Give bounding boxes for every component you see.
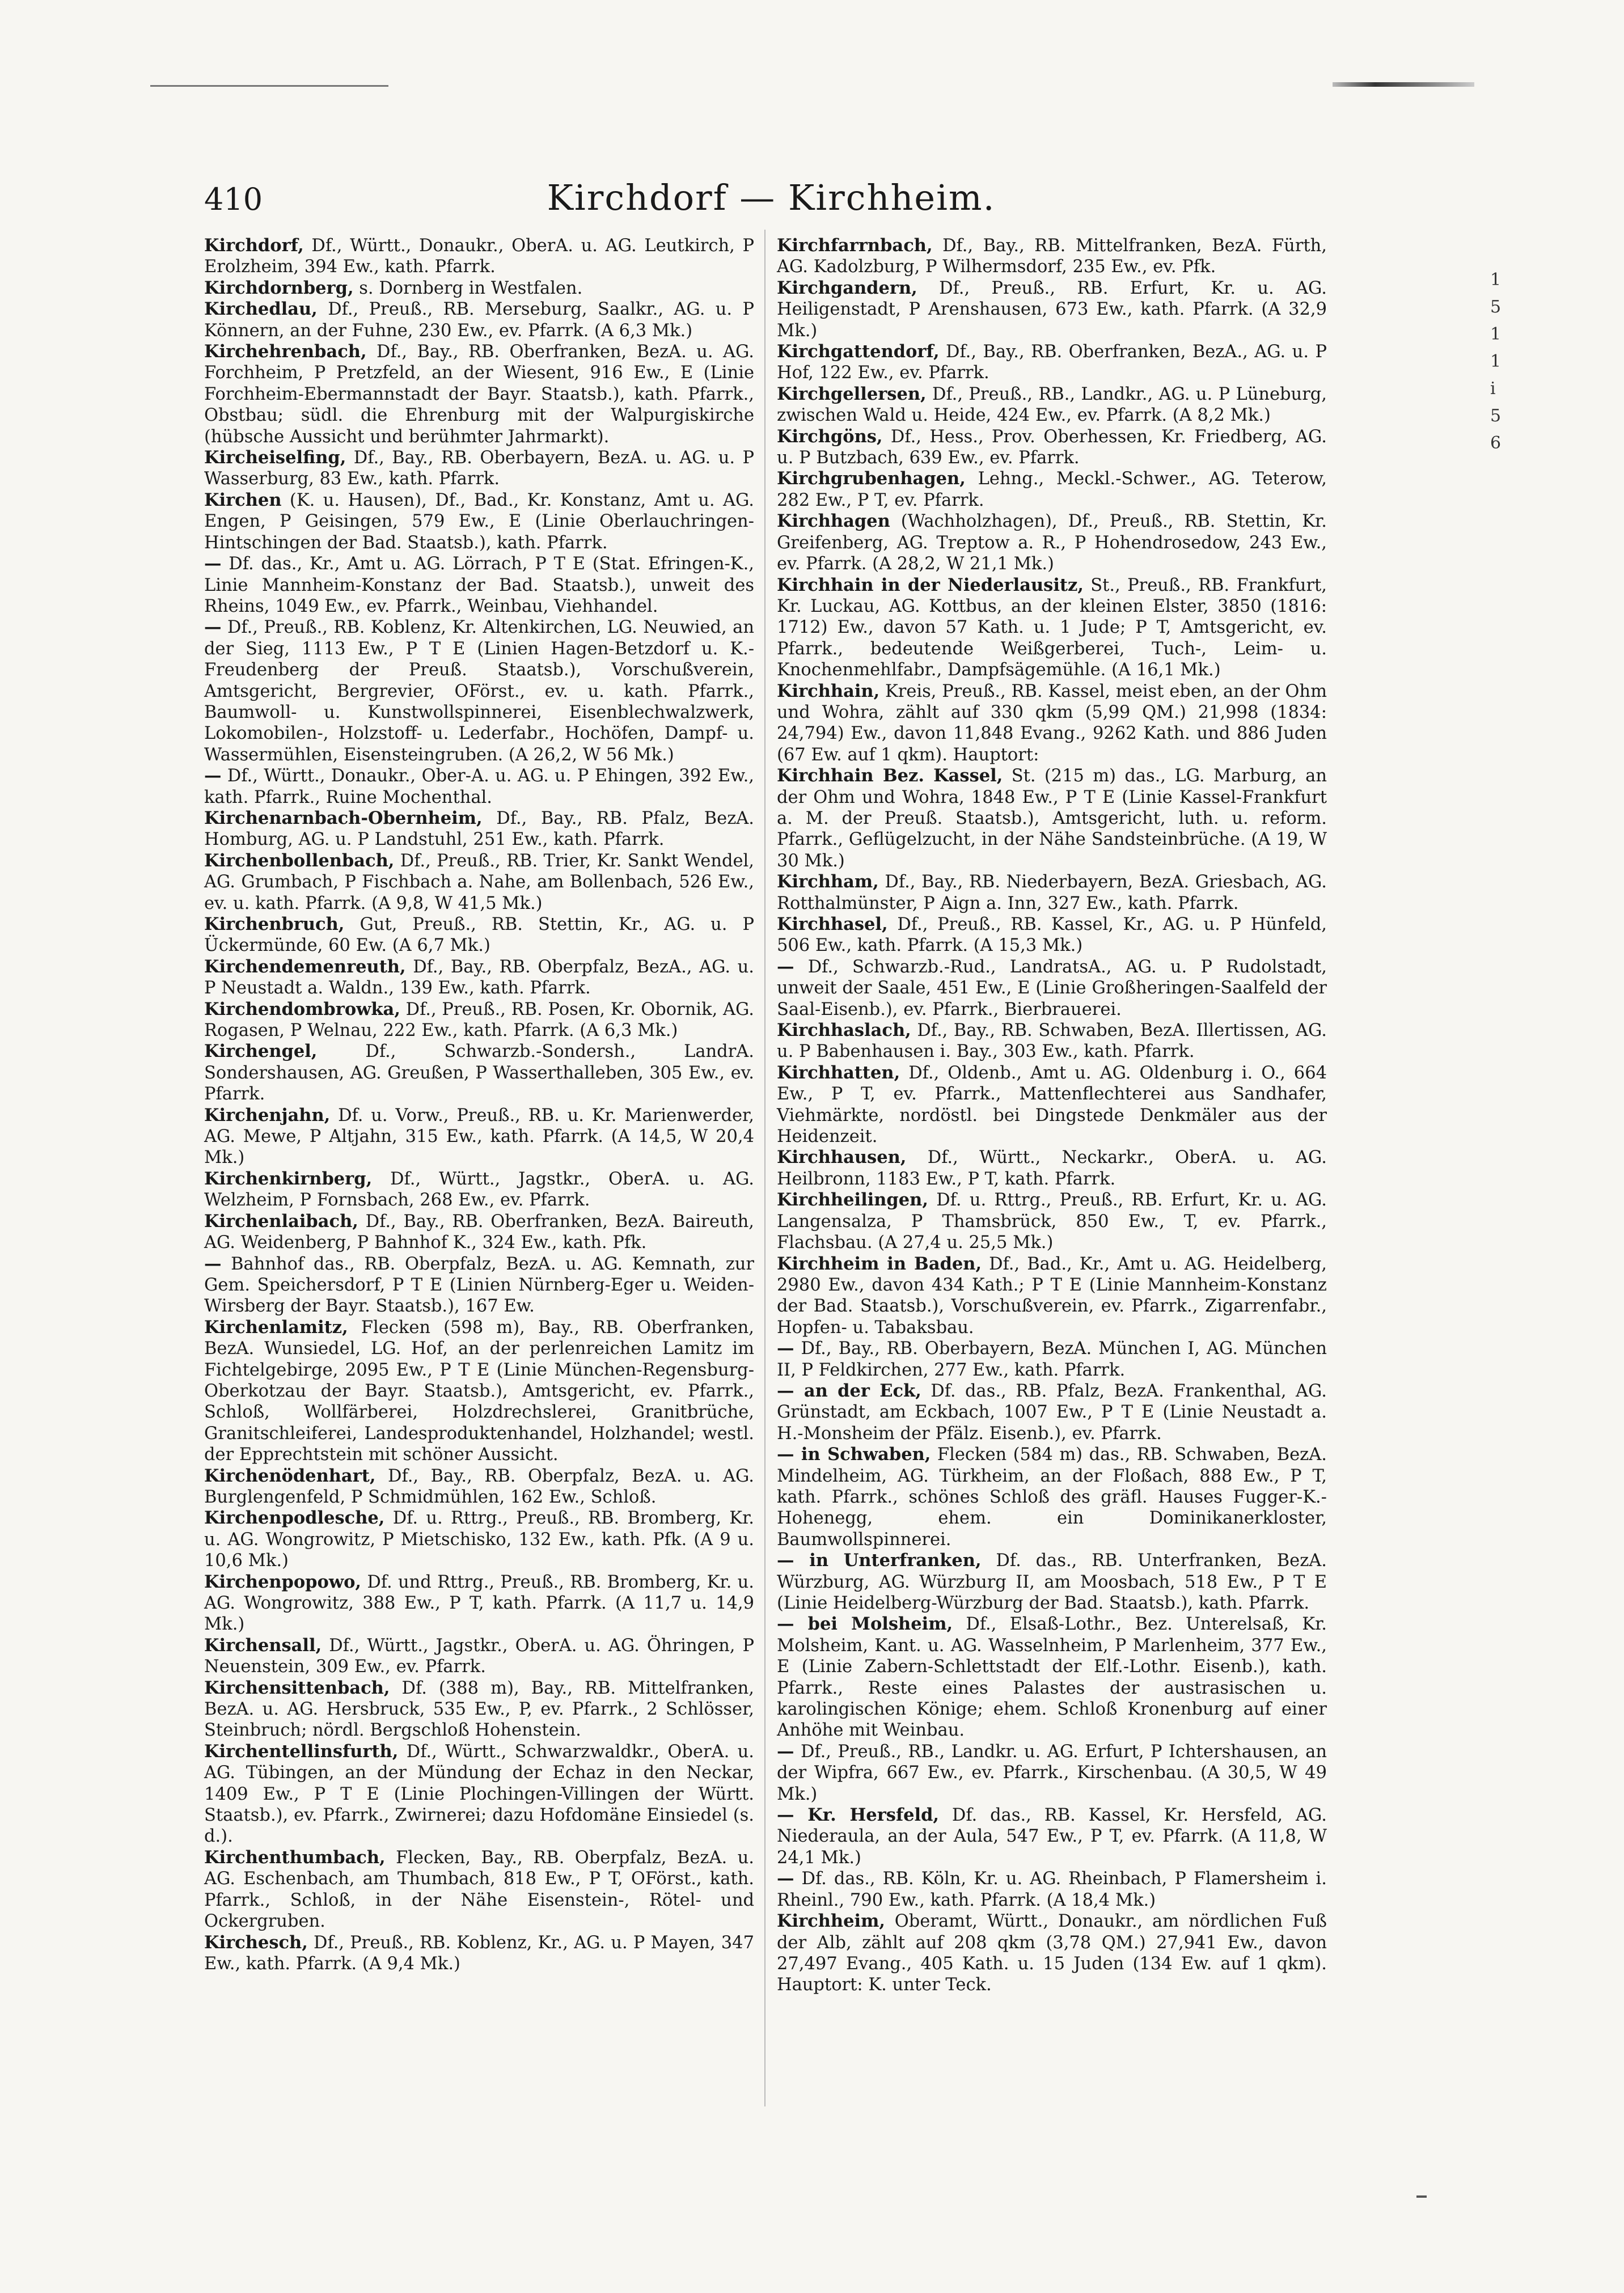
dictionary-entry <box>777 575 1327 681</box>
dictionary-entry <box>204 1211 754 1254</box>
dictionary-entry <box>777 468 1327 511</box>
dictionary-entry <box>777 1805 1327 1868</box>
bleed-through-marks: 1 5 1 1 i 5 6 <box>1490 270 1502 453</box>
entry-text: Oberamt, Württ., Donaukr., am nördlichen Fuß der Alb, zählt auf 208 qkm (3,78 QM.) 27,941 Ew., davon 27,497 Evang., 405 Kath. u. 15 Juden (134 Ew. auf 1 qkm). Hauptort: K. unter Teck. <box>777 1911 1327 1995</box>
dictionary-entry <box>204 553 754 617</box>
dictionary-entry <box>204 617 754 765</box>
entry-text: Df. u. Rttrg., Preuß., RB. Erfurt, Kr. u. AG. Langensalza, P Thamsbrück, 850 Ew., T, ev. Pfarrk., Flachsbau. (A 27,4 u. 25,5 Mk.) <box>777 1190 1327 1253</box>
dictionary-entry <box>777 235 1327 278</box>
dictionary-entry <box>204 1317 754 1466</box>
entry-headword: Kirchfarrnbach, <box>777 235 933 256</box>
entry-headword: — in Schwaben, <box>777 1444 931 1465</box>
entry-text: Df., Bay., RB. Niederbayern, BezA. Griesbach, AG. Rotthalmünster, P Aign a. Inn, 327 Ew., kath. Pfarrk. <box>777 872 1327 913</box>
entry-headword: Kirchendemenreuth, <box>204 956 406 977</box>
dictionary-entry <box>204 278 754 299</box>
dictionary-entry <box>204 1678 754 1741</box>
dictionary-entry <box>204 235 754 278</box>
dictionary-entry <box>204 1932 754 1975</box>
entry-text: St. (215 m) das., LG. Marburg, an der Ohm und Wohra, 1848 Ew., P T E (Linie Kassel-Frankfurt a. M. der Preuß. Staatsb.), Amtsgericht, luth. u. reform. Pfarrk., Geflügelzucht, in der Nähe Sandsteinbrüche. (A 19, W 30 Mk.) <box>777 766 1327 871</box>
entry-headword: Kircheiselfing, <box>204 447 346 468</box>
entry-headword: Kirchheim, <box>777 1911 885 1932</box>
entry-headword: — Kr. Hersfeld, <box>777 1805 940 1826</box>
entry-headword: Kirchhain Bez. Kassel, <box>777 765 1003 786</box>
dictionary-entry <box>204 1169 754 1211</box>
entry-headword: Kirchenbollenbach, <box>204 850 395 871</box>
entry-headword: Kirchensall, <box>204 1635 322 1656</box>
dictionary-entry <box>204 1105 754 1169</box>
dictionary-entry <box>204 851 754 914</box>
entry-headword: Kirchen <box>204 489 282 510</box>
entry-headword: Kirchdornberg, <box>204 277 354 298</box>
entry-text: s. Dornberg in Westfalen. <box>359 278 583 298</box>
entry-text: Df., Preuß., RB. Posen, Kr. Obornik, AG. Rogasen, P Welnau, 222 Ew., kath. Pfarrk. (A 6,3 Mk.) <box>204 999 754 1041</box>
entry-text: Df., Preuß., RB. Kassel, Kr., AG. u. P Hünfeld, 506 Ew., kath. Pfarrk. (A 15,3 Mk.) <box>777 915 1327 956</box>
entry-headword: Kirchhasel, <box>777 914 888 934</box>
dictionary-entry <box>777 765 1327 871</box>
entry-headword: — in Unterfranken, <box>777 1550 982 1571</box>
entry-text: Gut, Preuß., RB. Stettin, Kr., AG. u. P Ückermünde, 60 Ew. (A 6,7 Mk.) <box>204 915 755 956</box>
entry-text: Df. das., RB. Unterfranken, BezA. Würzburg, AG. Würzburg II, am Moosbach, 518 Ew., P T E (Linie Heidelberg-Würzburg der Bad. Staatsb.), kath. Pfarrk. <box>777 1551 1327 1613</box>
dictionary-entry <box>777 1381 1327 1444</box>
entry-text: Df., Bay., RB. Oberfranken, BezA. Baireuth, AG. Weidenberg, P Bahnhof K., 324 Ew., kath. Pfk. <box>204 1211 754 1253</box>
entry-headword: Kirchenlaibach, <box>204 1211 358 1232</box>
entry-text: Df., Elsaß-Lothr., Bez. Unterelsaß, Kr. Molsheim, Kant. u. AG. Wasselnheim, P Marlenheim, 377 Ew., E (Linie Zabern-Schlettstadt der Elf.-Lothr. Eisenb.), kath. Pfarrk., Reste eines Palastes der austrasischen u. karolingischen Könige; ehem. Schloß Kronenburg auf einer Anhöhe mit Weinbau. <box>777 1614 1327 1741</box>
entry-headword: Kirchgöns, <box>777 426 883 447</box>
dictionary-entry <box>777 1254 1327 1339</box>
entry-text: Df., Bay., RB. Pfalz, BezA. Homburg, AG. u. P Landstuhl, 251 Ew., kath. Pfarrk. <box>204 808 754 850</box>
entry-text: Df., Bad., Kr., Amt u. AG. Heidelberg, 2980 Ew., davon 434 Kath.; P T E (Linie Mannheim-Konstanz der Bad. Staatsb.), Vorschußverein, ev. Pfarrk., Zigarrenfabr., Hopfen- u. Tabaksbau. <box>777 1254 1327 1338</box>
dictionary-entry <box>204 1466 754 1508</box>
entry-headword: Kirchenkirnberg, <box>204 1168 373 1189</box>
dictionary-entry <box>204 914 754 957</box>
entry-text: Df., Württ., Jagstkr., OberA. u. AG. Öhringen, P Neuenstein, 309 Ew., ev. Pfarrk. <box>204 1635 755 1677</box>
dictionary-entry <box>777 384 1327 426</box>
entry-text: Df. das., Kr., Amt u. AG. Lörrach, P T E (Stat. Efringen-K., Linie Mannheim-Konstanz der Bad. Staatsb.), unweit des Rheins, 1049 Ew., ev. Pfarrk., Weinbau, Viehhandel. <box>204 554 754 616</box>
running-title: Kirchdorf — Kirchheim. <box>547 177 996 218</box>
dictionary-entry <box>777 1741 1327 1805</box>
dictionary-entry <box>204 1572 754 1635</box>
entry-text: Df. u. Vorw., Preuß., RB. u. Kr. Marienwerder, AG. Mewe, P Altjahn, 315 Ew., kath. Pfarrk. (A 14,5, W 20,4 Mk.) <box>204 1105 754 1168</box>
entry-headword: Kirchdorf, <box>204 235 304 256</box>
dictionary-entry <box>204 957 754 999</box>
dictionary-entry <box>777 914 1327 957</box>
dictionary-entry <box>777 341 1327 384</box>
entry-text: Df., Bay., RB. Schwaben, BezA. Illertissen, AG. u. P Babenhausen i. Bay., 303 Ew., kath. Pfarrk. <box>777 1021 1327 1062</box>
dictionary-entry <box>204 1847 754 1932</box>
entry-text: Df., Bay., RB. Oberpfalz, BezA., AG. u. P Neustadt a. Waldn., 139 Ew., kath. Pfarrk. <box>204 957 754 999</box>
entry-headword: — <box>777 1868 794 1889</box>
entry-text: Df., Württ., Schwarzwaldkr., OberA. u. AG. Tübingen, an der Mündung der Echaz in den Neckar, 1409 Ew., P T E (Linie Plochingen-Villingen der Württ. Staatsb.), ev. Pfarrk., Zwirnerei; dazu Hofdomäne Einsiedel (s. d.). <box>204 1741 754 1847</box>
entry-text: Flecken, Bay., RB. Oberpfalz, BezA. u. AG. Eschenbach, am Thumbach, 818 Ew., P T, OFörst., kath. Pfarrk., Schloß, in der Nähe Eisenstein-, Rötel- und Ockergruben. <box>204 1847 754 1932</box>
entry-text: Kreis, Preuß., RB. Kassel, meist eben, an der Ohm und Wohra, zählt auf 330 qkm (5,99 QM.) 21,998 (1834: 24,794) Ew., davon 11,848 Evang., 9262 Kath. und 886 Juden (67 Ew. auf 1 qkm). Hauptort: <box>777 681 1327 765</box>
entry-text: Df., Württ., Donaukr., Ober-A. u. AG. u. P Ehingen, 392 Ew., kath. Pfarrk., Ruine Mochenthal. <box>204 766 754 807</box>
entry-text: Df., Bay., RB. Oberpfalz, BezA. u. AG. Burglengenfeld, P Schmidmühlen, 162 Ew., Schloß. <box>204 1466 754 1507</box>
entry-headword: Kirchhausen, <box>777 1147 907 1168</box>
column-divider <box>764 230 766 2106</box>
entry-headword: — <box>204 617 222 638</box>
entry-headword: Kirchenjahn, <box>204 1105 331 1126</box>
dictionary-entry <box>777 1020 1327 1063</box>
dictionary-entry <box>204 1041 754 1105</box>
entry-headword: Kirchhaslach, <box>777 1020 911 1041</box>
entry-headword: Kirchenödenhart, <box>204 1465 376 1486</box>
entry-text: Df., Preuß., RB. Trier, Kr. Sankt Wendel, AG. Grumbach, P Fischbach a. Nahe, am Bollenbach, 526 Ew., ev. u. kath. Pfarrk. (A 9,8, W 41,5 Mk.) <box>204 851 755 913</box>
entry-headword: Kirchenthumbach, <box>204 1847 386 1868</box>
entry-headword: Kirchengel, <box>204 1041 318 1062</box>
entry-headword: Kirchham, <box>777 871 879 892</box>
entry-headword: Kirchenlamitz, <box>204 1317 348 1338</box>
entry-text: Df., Bay., RB. Mittelfranken, BezA. Fürth, AG. Kadolzburg, P Wilhermsdorf, 235 Ew., ev. Pfk. <box>777 236 1327 277</box>
entry-text: Df., Preuß., RB. Koblenz, Kr., AG. u. P Mayen, 347 Ew., kath. Pfarrk. (A 9,4 Mk.) <box>204 1932 754 1974</box>
entry-text: Df., Schwarzb.-Sondersh., LandrA. Sondershausen, AG. Greußen, P Wasserthalleben, 305 Ew., ev. Pfarrk. <box>204 1042 754 1105</box>
entry-text: Df., Preuß., RB. Merseburg, Saalkr., AG. u. P Könnern, an der Fuhne, 230 Ew., ev. Pfarrk. (A 6,3 Mk.) <box>204 299 755 341</box>
entry-headword: Kirchesch, <box>204 1932 308 1953</box>
dictionary-entry <box>777 511 1327 574</box>
entry-headword: — an der Eck, <box>777 1380 921 1401</box>
entry-text: Df., Württ., Neckarkr., OberA. u. AG. Heilbronn, 1183 Ew., P T, kath. Pfarrk. <box>777 1148 1327 1189</box>
entry-text: Df. das., RB. Pfalz, BezA. Frankenthal, AG. Grünstadt, am Eckbach, 1007 Ew., P T E (Linie Neustadt a. H.-Monsheim der Pfälz. Eisenb.), ev. Pfarrk. <box>777 1381 1327 1444</box>
right-column <box>777 235 1327 1996</box>
entry-headword: Kirchenbruch, <box>204 914 345 934</box>
entry-headword: Kirchhagen <box>777 511 890 532</box>
entry-headword: — <box>777 1741 794 1762</box>
bottom-dash-mark <box>1416 2195 1427 2198</box>
entry-text: Df., Preuß., RB. Koblenz, Kr. Altenkirchen, LG. Neuwied, an der Sieg, 1113 Ew., P T E (Linien Hagen-Betzdorf u. K.-Freudenberg der Preuß. Staatsb.), Vorschußverein, Amtsgericht, Bergrevier, OFörst., ev. u. kath. Pfarrk., Baumwoll- u. Kunstwollspinnerei, Eisenblechwalzwerk, Lokomobilen-, Holzstoff- u. Lederfabr., Hochöfen, Dampf- u. Wassermühlen, Eisensteingruben. (A 26,2, W 56 Mk.) <box>204 617 754 765</box>
entry-text: (K. u. Hausen), Df., Bad., Kr. Konstanz, Amt u. AG. Engen, P Geisingen, 579 Ew., E (Linie Oberlauchringen-Hintschingen der Bad. Staatsb.), kath. Pfarrk. <box>204 490 754 553</box>
entry-headword: — <box>777 1338 794 1359</box>
entry-text: Df. das., RB. Köln, Kr. u. AG. Rheinbach, P Flamersheim i. Rheinl., 790 Ew., kath. Pfarrk. (A 18,4 Mk.) <box>777 1869 1327 1910</box>
dictionary-entry <box>204 447 754 490</box>
dictionary-entry <box>204 999 754 1042</box>
entry-headword: Kirchgattendorf, <box>777 341 940 362</box>
dictionary-entry <box>204 1635 754 1678</box>
dictionary-entry <box>204 490 754 553</box>
entry-headword: Kirchenpopowo, <box>204 1571 362 1592</box>
entry-text: Flecken (584 m) das., RB. Schwaben, BezA. Mindelheim, AG. Türkheim, an der Floßach, 888 Ew., P T, kath. Pfarrk., schönes Schloß des gräfl. Hauses Fugger-K.-Hohenegg, ehem. ein Dominikanerkloster, Baumwollspinnerei. <box>777 1445 1327 1550</box>
entry-text: Lehng., Meckl.-Schwer., AG. Teterow, 282 Ew., P T, ev. Pfarrk. <box>777 469 1327 510</box>
dictionary-entry <box>777 957 1327 1020</box>
entry-text: Df. und Rttrg., Preuß., RB. Bromberg, Kr. u. AG. Wongrowitz, 388 Ew., P T, kath. Pfarrk. (A 11,7 u. 14,9 Mk.) <box>204 1572 754 1635</box>
dictionary-entry <box>204 299 754 341</box>
entry-headword: — bei Molsheim, <box>777 1614 953 1635</box>
entry-text: Df., Oldenb., Amt u. AG. Oldenburg i. O., 664 Ew., P T, ev. Pfarrk., Mattenflechterei aus Sandhafer, Viehmärkte, nordöstl. bei Dingstede Denkmäler aus der Heidenzeit. <box>777 1063 1327 1147</box>
entry-headword: Kirchheilingen, <box>777 1190 928 1211</box>
dictionary-entry <box>204 765 754 808</box>
scan-edge-line-left <box>150 85 388 87</box>
entry-text: Df. u. Rttrg., Preuß., RB. Bromberg, Kr. u. AG. Wongrowitz, P Mietschisko, 132 Ew., kath. Pfk. (A 9 u. 10,6 Mk.) <box>204 1508 754 1571</box>
dictionary-entry <box>777 1147 1327 1190</box>
dictionary-entry <box>777 1614 1327 1741</box>
entry-text: Df., Württ., Jagstkr., OberA. u. AG. Welzheim, P Fornsbach, 268 Ew., ev. Pfarrk. <box>204 1169 754 1211</box>
entry-text: Df., Bay., RB. Oberbayern, BezA. u. AG. u. P Wasserburg, 83 Ew., kath. Pfarrk. <box>204 448 754 489</box>
entry-headword: Kirchgandern, <box>777 277 917 298</box>
dictionary-entry <box>777 1063 1327 1148</box>
dictionary-entry <box>777 278 1327 341</box>
entry-text: (Wachholzhagen), Df., Preuß., RB. Stettin, Kr. Greifenberg, AG. Treptow a. R., P Hohendrosedow, 243 Ew., ev. Pfarrk. (A 28,2, W 21,1 Mk.) <box>777 511 1327 574</box>
entry-headword: Kirchheim in Baden, <box>777 1253 982 1274</box>
dictionary-entry <box>777 1911 1327 1996</box>
scan-edge-smudge-right <box>1333 82 1474 87</box>
entry-text: Df., Bay., RB. Oberbayern, BezA. München I, AG. München II, P Feldkirchen, 277 Ew., kath. Pfarrk. <box>777 1339 1327 1380</box>
entry-headword: Kirchhain, <box>777 680 880 701</box>
entry-headword: Kirchehrenbach, <box>204 341 367 362</box>
entry-text: Df., Preuß., RB., Landkr., AG. u. P Lüneburg, zwischen Wald u. Heide, 424 Ew., ev. Pfarrk. (A 8,2 Mk.) <box>777 384 1327 426</box>
entry-headword: Kirchenpodlesche, <box>204 1508 385 1529</box>
entry-text: St., Preuß., RB. Frankfurt, Kr. Luckau, AG. Kottbus, an der kleinen Elster, 3850 (1816: 1712) Ew., davon 57 Kath. u. 1 Jude; P T, Amtsgericht, ev. Pfarrk., bedeutende Weißgerberei, Tuch-, Leim- u. Knochenmehlfabr., Dampfsägemühle. (A 16,1 Mk.) <box>777 575 1327 680</box>
dictionary-entry <box>204 808 754 851</box>
dictionary-entry <box>204 1508 754 1571</box>
entry-text: Df., Württ., Donaukr., OberA. u. AG. Leutkirch, P Erolzheim, 394 Ew., kath. Pfarrk. <box>204 236 754 277</box>
entry-text: Df. (388 m), Bay., RB. Mittelfranken, BezA. u. AG. Hersbruck, 535 Ew., P, ev. Pfarrk., 2 Schlösser, Steinbruch; nördl. Bergschloß Hohenstein. <box>204 1678 754 1741</box>
dictionary-entry <box>204 1254 754 1317</box>
entry-text: Df. das., RB. Kassel, Kr. Hersfeld, AG. Niederaula, an der Aula, 547 Ew., P T, ev. Pfarrk. (A 11,8, W 24,1 Mk.) <box>777 1805 1327 1868</box>
dictionary-entry <box>777 1444 1327 1550</box>
entry-text: Df., Preuß., RB., Landkr. u. AG. Erfurt, P Ichtershausen, an der Wipfra, 667 Ew., ev. Pfarrk., Kirschenbau. (A 30,5, W 49 Mk.) <box>777 1741 1327 1804</box>
dictionary-entry <box>777 1868 1327 1911</box>
entry-headword: — <box>204 765 222 786</box>
entry-text: Df., Preuß., RB. Erfurt, Kr. u. AG. Heiligenstadt, P Arenshausen, 673 Ew., kath. Pfarrk. (A 32,9 Mk.) <box>777 278 1327 341</box>
dictionary-entry <box>777 1338 1327 1381</box>
entry-headword: Kirchgrubenhagen, <box>777 468 966 489</box>
entry-headword: Kirchensittenbach, <box>204 1677 390 1698</box>
entry-headword: — <box>204 1253 222 1274</box>
entry-headword: Kirchendombrowka, <box>204 999 400 1019</box>
entry-text: Flecken (598 m), Bay., RB. Oberfranken, BezA. Wunsiedel, LG. Hof, an der perlenreichen Lamitz im Fichtelgebirge, 2095 Ew., P T E (Linie München-Regensburg-Oberkotzau der Bayr. Staatsb.), Amtsgericht, ev. Pfarrk., Schloß, Wollfärberei, Holzdrechslerei, Granitbrüche, Granitschleiferei, Landesproduktenhandel, Holzhandel; westl. der Epprechtstein mit schöner Aussicht. <box>204 1317 754 1465</box>
dictionary-entry <box>777 871 1327 914</box>
entry-headword: Kirchhain in der Niederlausitz, <box>777 574 1084 595</box>
left-column <box>204 235 754 1974</box>
page-header <box>204 170 1338 232</box>
entry-headword: — <box>777 956 794 977</box>
entry-headword: Kirchentellinsfurth, <box>204 1741 399 1762</box>
dictionary-entry <box>777 1550 1327 1614</box>
entry-headword: Kirchhatten, <box>777 1062 900 1083</box>
dictionary-entry <box>777 681 1327 766</box>
dictionary-entry <box>204 341 754 447</box>
entry-text: Df., Bay., RB. Oberfranken, BezA. u. AG. Forchheim, P Pretzfeld, an der Wiesent, 916 Ew., E (Linie Forchheim-Ebermannstadt der Bayr. Staatsb.), kath. Pfarrk., Obstbau; südl. die Ehrenburg mit der Walpurgiskirche (hübsche Aussicht und berühmter Jahrmarkt). <box>204 342 754 447</box>
dictionary-entry <box>204 1741 754 1847</box>
entry-text: Bahnhof das., RB. Oberpfalz, BezA. u. AG. Kemnath, zur Gem. Speichersdorf, P T E (Linien Nürnberg-Eger u. Weiden-Wirsberg der Bayr. Staatsb.), 167 Ew. <box>204 1254 754 1317</box>
entry-headword: Kirchenarnbach-Obernheim, <box>204 807 483 828</box>
page-number: 410 <box>204 181 263 217</box>
entry-text: Df., Schwarzb.-Rud., LandratsA., AG. u. P Rudolstadt, unweit der Saale, 451 Ew., E (Linie Großheringen-Saalfeld der Saal-Eisenb.), ev. Pfarrk., Bierbrauerei. <box>777 957 1327 1019</box>
entry-headword: Kirchedlau, <box>204 299 318 320</box>
entry-headword: Kirchgellersen, <box>777 383 927 404</box>
entry-headword: — <box>204 553 222 574</box>
dictionary-entry <box>777 1190 1327 1253</box>
entry-text: Df., Hess., Prov. Oberhessen, Kr. Friedberg, AG. u. P Butzbach, 639 Ew., ev. Pfarrk. <box>777 426 1327 468</box>
entry-text: Df., Bay., RB. Oberfranken, BezA., AG. u. P Hof, 122 Ew., ev. Pfarrk. <box>777 342 1327 383</box>
dictionary-entry <box>777 426 1327 469</box>
